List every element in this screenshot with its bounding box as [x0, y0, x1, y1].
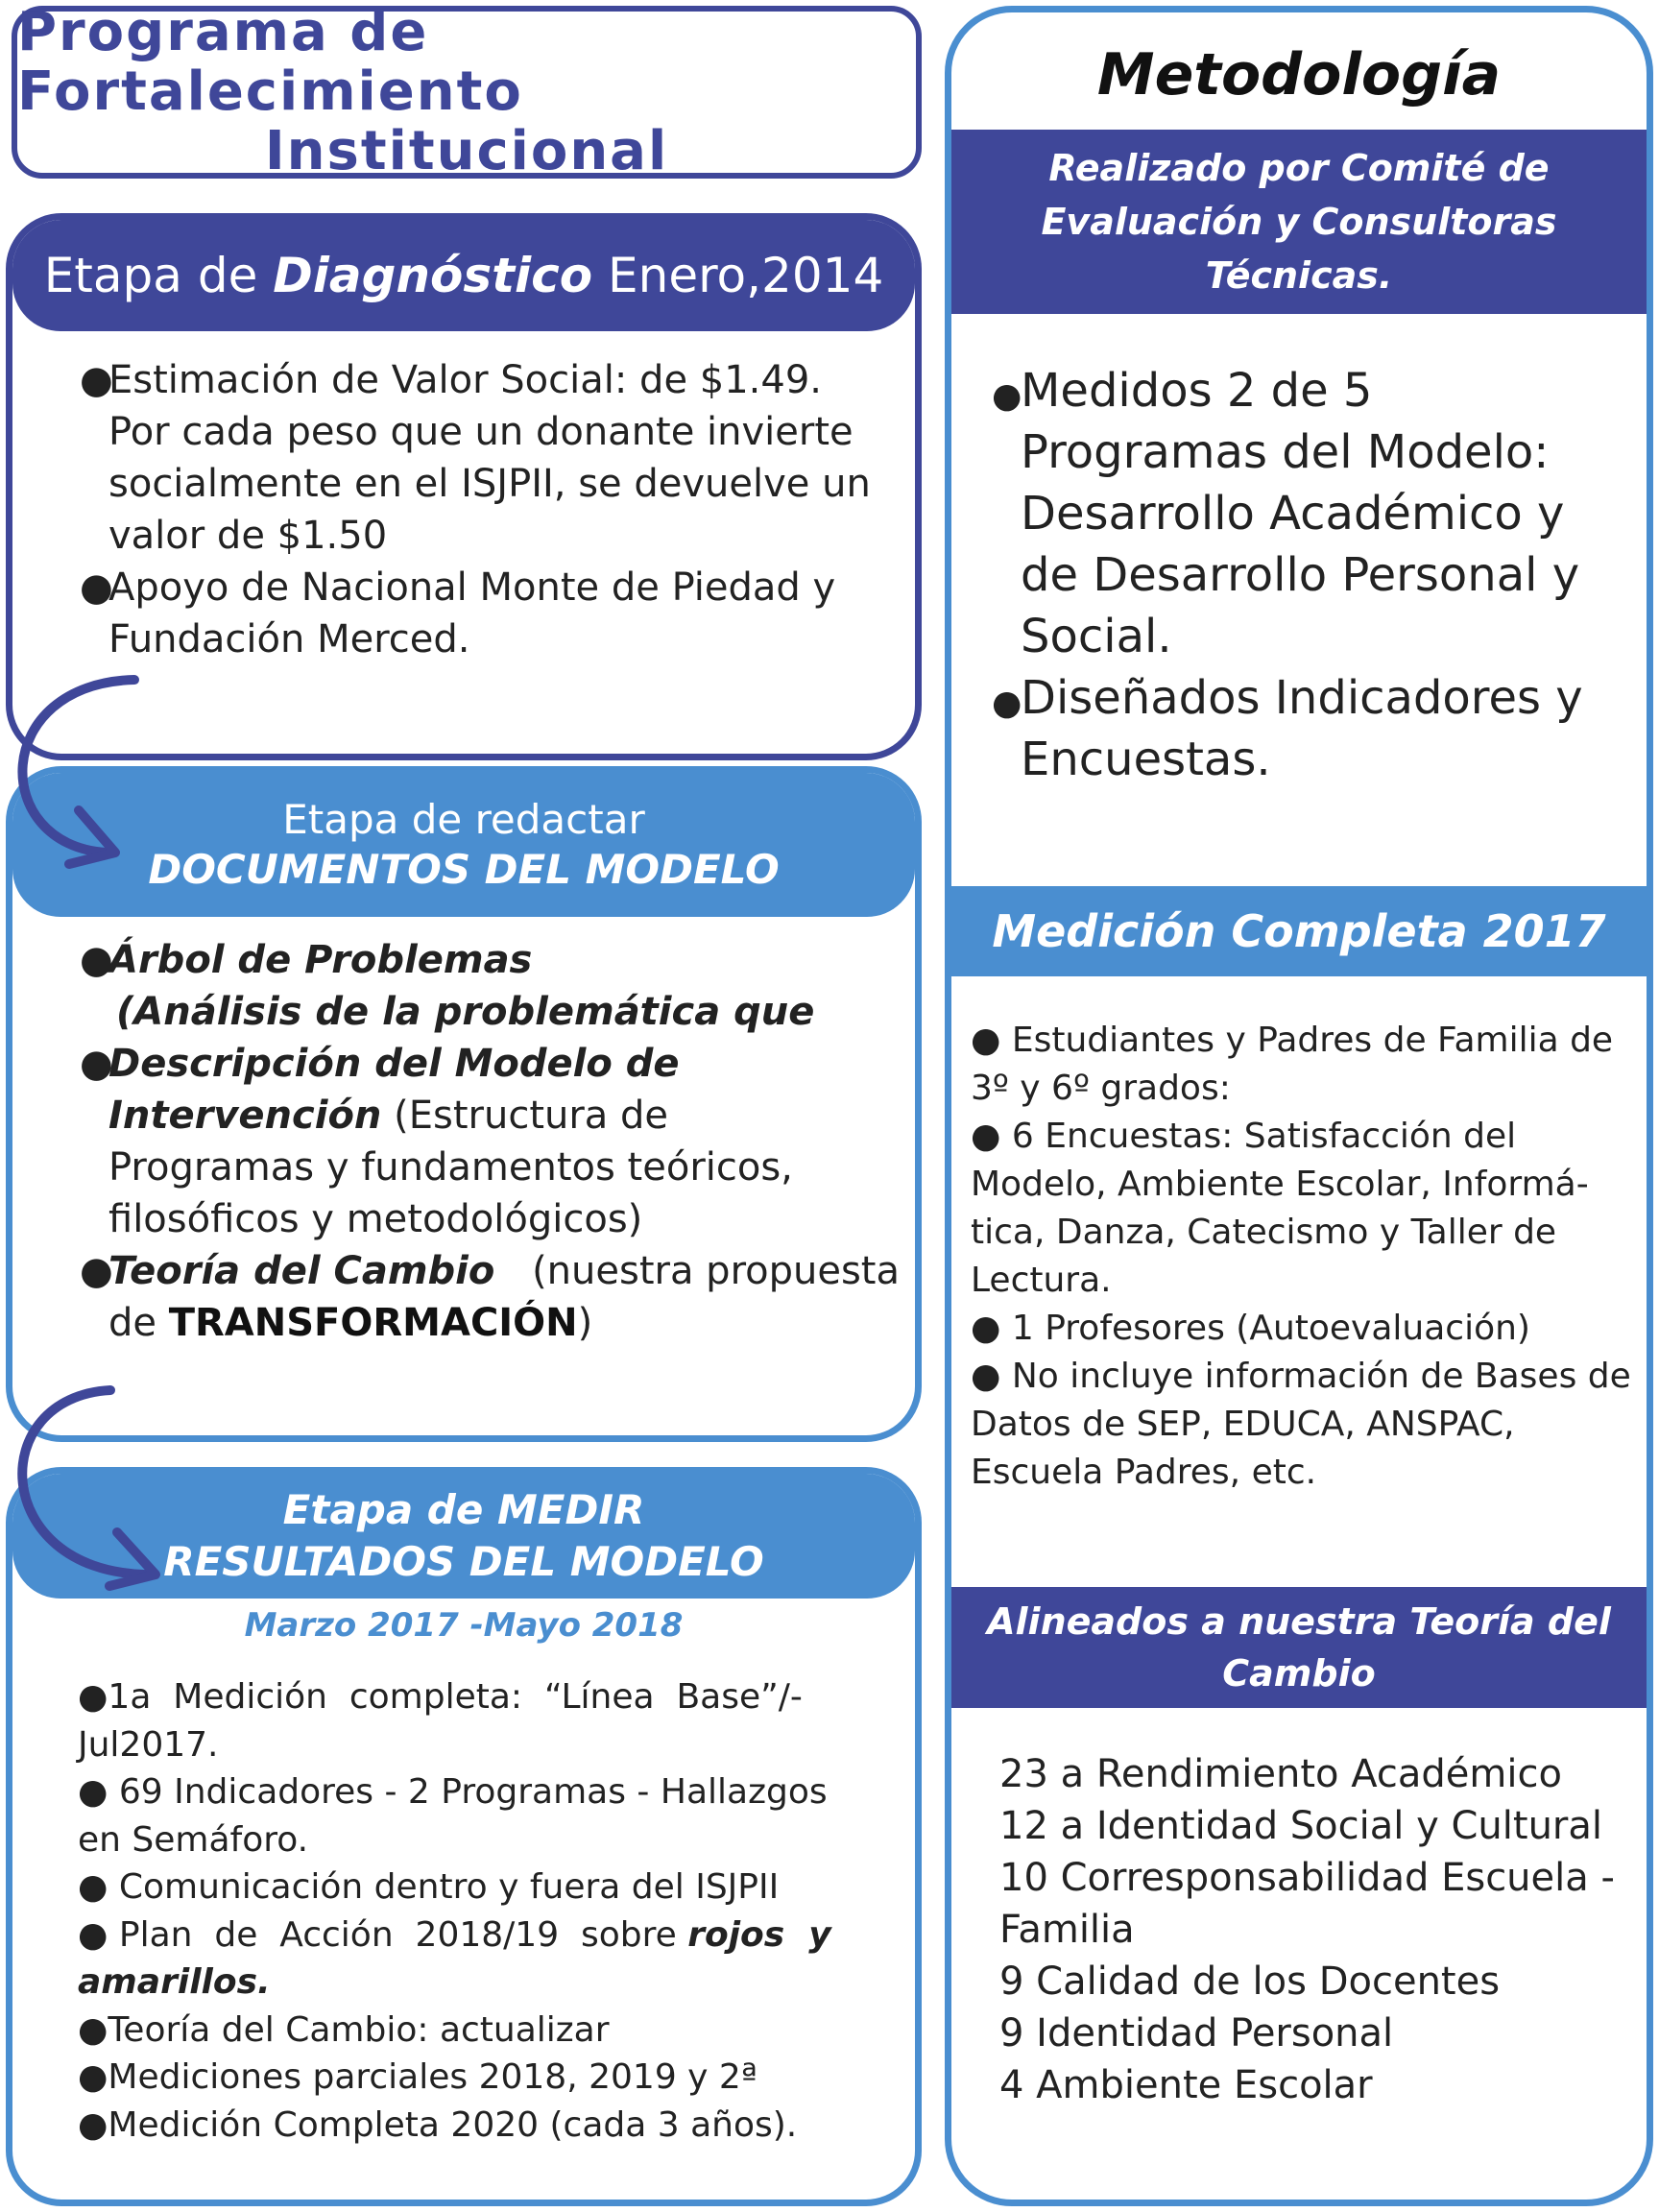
medir-item-7: Medición Completa 2020 (cada 3 años). [108, 2104, 798, 2145]
alineados-list [999, 1748, 1633, 2111]
arbol-title: Árbol de Problemas [108, 938, 533, 982]
list-item [78, 562, 913, 665]
bullet-icon: ● [78, 1867, 108, 1907]
bullet-icon: ● [78, 1914, 108, 1955]
documentos-box [6, 766, 922, 1442]
bullet-icon: ● [78, 2009, 108, 2050]
list-item-line: Encuestas. [1021, 733, 1271, 786]
list-item [78, 2102, 886, 2150]
list-item-line: ● No incluye información de Bases de [971, 1357, 1631, 1396]
bullet-icon: ● [80, 358, 113, 402]
bullet-icon: ● [78, 2057, 108, 2097]
medir-header-line-2: RESULTADOS DEL MODELO [163, 1538, 764, 1585]
alineados-line-2: Cambio [1222, 1652, 1376, 1695]
medidos-list [990, 360, 1623, 790]
list-item [78, 1768, 886, 1863]
descripcion-rest-1: (Estructura de [381, 1094, 669, 1138]
title-box [12, 1, 922, 182]
medir-item-4-bold-1: rojos y [687, 1914, 831, 1955]
list-item-line: Diseñados Indicadores y [1021, 671, 1583, 725]
medir-item-3: Comunicación dentro y fuera del ISJPII [108, 1867, 780, 1907]
diagnostico-list [78, 354, 913, 665]
descripcion-rest-2: Programas y fundamentos teóricos, [108, 1145, 793, 1190]
list-item [78, 2007, 886, 2055]
list-item-line: Escuela Padres, etc. [971, 1453, 1317, 1492]
title-line-2: Institucional [264, 120, 669, 182]
teoria-bold: Teoría del Cambio [108, 1249, 495, 1293]
medicion-title: Medición Completa 2017 [992, 905, 1606, 957]
bullet-icon: ● [80, 938, 113, 982]
list-item-line: Estimación de Valor Social: de $1.49. [108, 358, 822, 402]
list-item: 12 a Identidad Social y Cultural [999, 1804, 1602, 1848]
teoria-transformacion: TRANSFORMACIÓN [168, 1301, 578, 1345]
list-item [78, 354, 913, 562]
list-item [78, 2054, 886, 2102]
medir-dates: Marzo 2017 -Mayo 2018 [244, 1606, 684, 1645]
diagnostico-box [6, 213, 922, 760]
teoria-pre: de [108, 1301, 169, 1345]
bullet-icon: ● [80, 1249, 113, 1293]
bullet-icon: ● [992, 376, 1022, 416]
list-item-line: Medidos 2 de 5 [1021, 364, 1373, 418]
list-item [990, 667, 1623, 790]
metodologia-title: Metodología [1096, 41, 1502, 108]
bullet-icon: ● [78, 1677, 108, 1717]
list-item-line: socialmente en el ISJPII, se devuelve un [108, 462, 871, 506]
list-item [78, 1245, 900, 1349]
bullet-icon: ● [78, 2104, 108, 2145]
alineados-band [951, 1587, 1647, 1708]
medir-header [12, 1474, 915, 1599]
estudiantes-list [971, 1017, 1643, 1497]
list-item-line: Desarrollo Académico y [1021, 487, 1565, 541]
teoria-rest: (nuestra propuesta [532, 1249, 900, 1293]
list-item-line: Social. [1021, 610, 1172, 663]
list-item [78, 934, 900, 1038]
list-item-line: Apoyo de Nacional Monte de Piedad y [108, 565, 836, 610]
list-item: 23 a Rendimiento Académico [999, 1752, 1562, 1796]
list-item-line: Lectura. [971, 1261, 1112, 1300]
list-item: Familia [999, 1908, 1135, 1952]
medir-item-2-l1: 69 Indicadores - 2 Programas - Hallazgos [118, 1772, 828, 1812]
bullet-icon: ● [992, 684, 1022, 723]
list-item: 9 Calidad de los Docentes [999, 1960, 1501, 2004]
bullet-icon: ● [80, 565, 113, 610]
list-item: 9 Identidad Personal [999, 2011, 1394, 2056]
list-item: 10 Corresponsabilidad Escuela - [999, 1856, 1615, 1900]
documentos-header-line-2: DOCUMENTOS DEL MODELO [148, 846, 780, 893]
bullet-icon: ● [80, 1042, 113, 1086]
descripcion-rest-3: filosóficos y metodológicos) [108, 1197, 643, 1241]
list-item: 4 Ambiente Escolar [999, 2063, 1373, 2107]
realizado-band [951, 130, 1647, 314]
documentos-list [78, 934, 900, 1349]
list-item-line: Programas del Modelo: [1021, 425, 1550, 479]
bullet-icon: ● [78, 1772, 108, 1812]
list-item-line: Por cada peso que un donante invierte [108, 410, 854, 454]
list-item [990, 360, 1623, 667]
list-item [78, 1863, 886, 1911]
alineados-line-1: Alineados a nuestra Teoría del [987, 1600, 1611, 1643]
diagnostico-header [12, 220, 915, 331]
medir-item-1-l1: 1a Medición completa: “Línea Base”/- [108, 1677, 803, 1717]
list-item-line: ● 6 Encuestas: Satisfacción del [971, 1117, 1517, 1156]
medir-item-6: Mediciones parciales 2018, 2019 y 2ª [108, 2057, 757, 2097]
medir-item-1-l2: Jul2017. [78, 1724, 219, 1765]
list-item-line: ● 1 Profesores (Autoevaluación) [971, 1309, 1530, 1348]
diagnostico-header-pre: Etapa de [43, 248, 274, 303]
medicion-band [951, 886, 1647, 976]
metodologia-box [945, 6, 1653, 2206]
list-item-line: Fundación Merced. [108, 617, 470, 661]
diagnostico-header-bold: Diagnóstico [273, 248, 593, 303]
medir-header-line-1: Etapa de MEDIR [282, 1486, 645, 1533]
realizado-line-1: Realizado por Comité de [1048, 147, 1550, 189]
medir-box [6, 1467, 922, 2206]
descripcion-bold-2: Intervención [108, 1094, 382, 1138]
list-item [78, 1911, 886, 2007]
list-item-line: de Desarrollo Personal y [1021, 548, 1580, 602]
documentos-header-line-1: Etapa de redactar [282, 796, 645, 843]
medir-item-4-bold-2: amarillos. [78, 1962, 271, 2002]
documentos-header [12, 773, 915, 917]
list-item-line: 3º y 6º grados: [971, 1069, 1231, 1108]
list-item-line: tica, Danza, Catecismo y Taller de [971, 1213, 1557, 1252]
list-item-line: Modelo, Ambiente Escolar, Informá- [971, 1165, 1589, 1204]
list-item [78, 1038, 900, 1245]
teoria-end: ) [577, 1301, 593, 1345]
medir-item-5: Teoría del Cambio: actualizar [108, 2009, 610, 2050]
arbol-sub: (Análisis de la problemática que [116, 990, 815, 1034]
list-item-line: Datos de SEP, EDUCA, ANSPAC, [971, 1405, 1515, 1444]
realizado-line-2: Evaluación y Consultoras Técnicas. [1041, 201, 1557, 297]
title-line-1: Programa de Fortalecimiento [17, 1, 523, 123]
descripcion-bold-1: Descripción del Modelo de [108, 1042, 680, 1086]
medir-item-2-l2: en Semáforo. [78, 1819, 309, 1860]
list-item-line: valor de $1.50 [108, 514, 388, 558]
medir-list [78, 1673, 886, 2149]
list-item-line: ● Estudiantes y Padres de Familia de [971, 1021, 1614, 1060]
medir-item-4-pre: Plan de Acción 2018/19 sobre [108, 1914, 688, 1955]
list-item [78, 1673, 886, 1768]
diagnostico-header-post: Enero,2014 [592, 248, 884, 303]
